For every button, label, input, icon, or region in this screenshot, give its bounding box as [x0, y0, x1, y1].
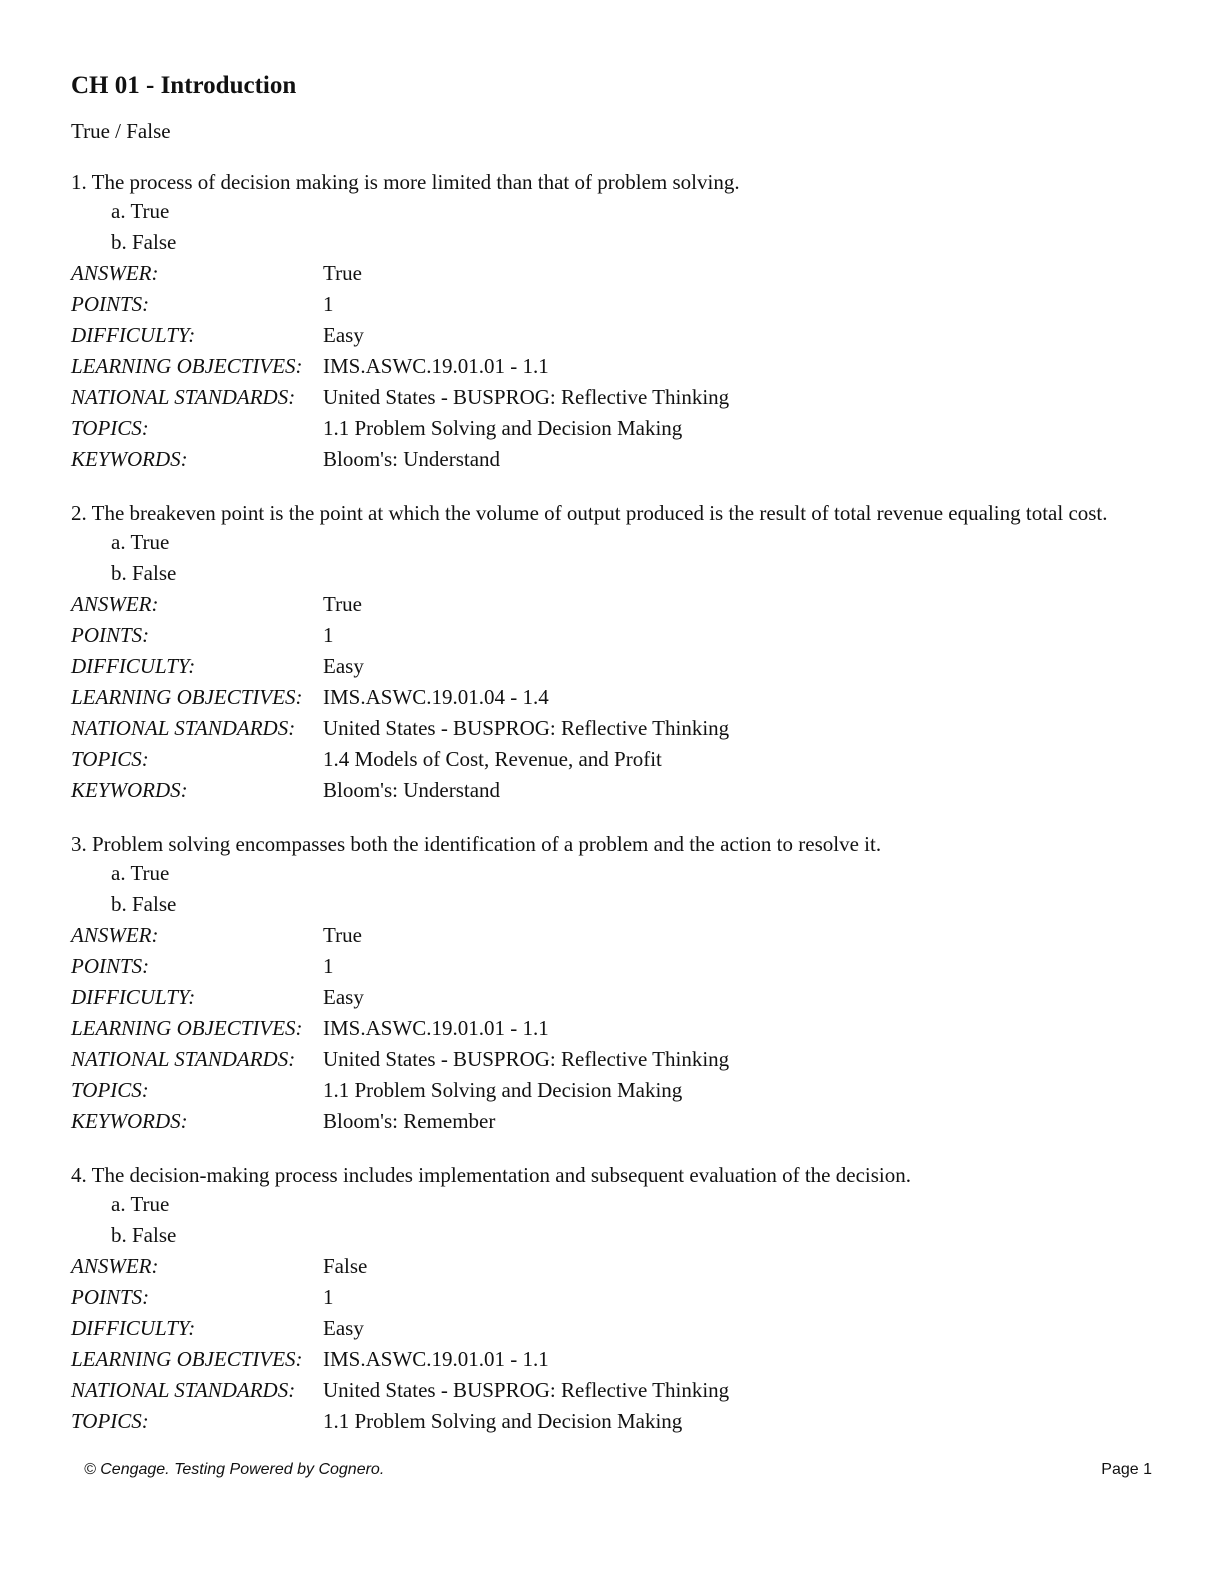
points-label: POINTS: [71, 954, 150, 978]
difficulty-value: Easy [323, 985, 364, 1009]
question-metadata [71, 1251, 1151, 1437]
answer-label: ANSWER: [71, 261, 159, 285]
choice-true: a. True [111, 199, 170, 223]
points-label: POINTS: [71, 623, 150, 647]
keywords-value: Bloom's: Understand [323, 447, 501, 471]
points-value: 1 [323, 623, 334, 647]
question-3 [71, 831, 1151, 1137]
learning-objectives-label: LEARNING OBJECTIVES: [71, 1347, 303, 1371]
document-page [71, 70, 1151, 1437]
copyright-text: © Cengage. Testing Powered by Cognero. [84, 1461, 385, 1478]
question-1 [71, 169, 1151, 475]
question-metadata [71, 258, 1151, 475]
topics-value: 1.1 Problem Solving and Decision Making [323, 1078, 683, 1102]
national-standards-value: United States - BUSPROG: Reflective Thinking [323, 385, 730, 409]
points-value: 1 [323, 954, 334, 978]
choice-list [71, 1189, 1151, 1251]
answer-label: ANSWER: [71, 592, 159, 616]
national-standards-label: NATIONAL STANDARDS: [71, 385, 296, 409]
difficulty-value: Easy [323, 1316, 364, 1340]
difficulty-value: Easy [323, 654, 364, 678]
keywords-value: Bloom's: Understand [323, 778, 501, 802]
question-text: 4. The decision-making process includes implementation and subsequent evaluation of the decision. [71, 1163, 911, 1187]
answer-label: ANSWER: [71, 923, 159, 947]
learning-objectives-label: LEARNING OBJECTIVES: [71, 1016, 303, 1040]
topics-label: TOPICS: [71, 416, 149, 440]
choice-false: b. False [111, 892, 177, 916]
topics-label: TOPICS: [71, 1409, 149, 1433]
page-number: Page 1 [1101, 1461, 1152, 1478]
choice-false: b. False [111, 1223, 177, 1247]
choice-list [71, 858, 1151, 920]
choice-true: a. True [111, 530, 170, 554]
answer-label: ANSWER: [71, 1254, 159, 1278]
keywords-value: Bloom's: Remember [323, 1109, 496, 1133]
answer-value: True [323, 261, 362, 285]
national-standards-value: United States - BUSPROG: Reflective Thinking [323, 1378, 730, 1402]
question-text: 3. Problem solving encompasses both the identification of a problem and the action to resolve it. [71, 832, 882, 856]
national-standards-label: NATIONAL STANDARDS: [71, 716, 296, 740]
difficulty-value: Easy [323, 323, 364, 347]
points-value: 1 [323, 292, 334, 316]
question-metadata [71, 589, 1151, 806]
points-label: POINTS: [71, 292, 150, 316]
points-label: POINTS: [71, 1285, 150, 1309]
learning-objectives-label: LEARNING OBJECTIVES: [71, 685, 303, 709]
national-standards-value: United States - BUSPROG: Reflective Thinking [323, 716, 730, 740]
question-2 [71, 500, 1151, 806]
choice-true: a. True [111, 1192, 170, 1216]
learning-objectives-value: IMS.ASWC.19.01.01 - 1.1 [323, 1347, 549, 1371]
choice-true: a. True [111, 861, 170, 885]
national-standards-label: NATIONAL STANDARDS: [71, 1378, 296, 1402]
question-text: 1. The process of decision making is more limited than that of problem solving. [71, 170, 740, 194]
national-standards-value: United States - BUSPROG: Reflective Thinking [323, 1047, 730, 1071]
choice-list [71, 196, 1151, 258]
keywords-label: KEYWORDS: [71, 778, 188, 802]
topics-label: TOPICS: [71, 1078, 149, 1102]
question-metadata [71, 920, 1151, 1137]
answer-value: True [323, 592, 362, 616]
choice-list [71, 527, 1151, 589]
page-title: CH 01 - Introduction [71, 72, 297, 99]
keywords-label: KEYWORDS: [71, 447, 188, 471]
section-heading: True / False [71, 119, 171, 143]
learning-objectives-label: LEARNING OBJECTIVES: [71, 354, 303, 378]
difficulty-label: DIFFICULTY: [71, 654, 196, 678]
national-standards-label: NATIONAL STANDARDS: [71, 1047, 296, 1071]
choice-false: b. False [111, 230, 177, 254]
difficulty-label: DIFFICULTY: [71, 1316, 196, 1340]
topics-value: 1.4 Models of Cost, Revenue, and Profit [323, 747, 662, 771]
topics-value: 1.1 Problem Solving and Decision Making [323, 1409, 683, 1433]
learning-objectives-value: IMS.ASWC.19.01.01 - 1.1 [323, 354, 549, 378]
difficulty-label: DIFFICULTY: [71, 985, 196, 1009]
answer-value: False [323, 1254, 368, 1278]
keywords-label: KEYWORDS: [71, 1109, 188, 1133]
learning-objectives-value: IMS.ASWC.19.01.01 - 1.1 [323, 1016, 549, 1040]
learning-objectives-value: IMS.ASWC.19.01.04 - 1.4 [323, 685, 549, 709]
page-footer [84, 1459, 1152, 1481]
question-text: 2. The breakeven point is the point at which the volume of output produced is the result of total revenue equaling total cost. [71, 501, 1108, 525]
topics-value: 1.1 Problem Solving and Decision Making [323, 416, 683, 440]
answer-value: True [323, 923, 362, 947]
difficulty-label: DIFFICULTY: [71, 323, 196, 347]
choice-false: b. False [111, 561, 177, 585]
question-4 [71, 1162, 1151, 1437]
points-value: 1 [323, 1285, 334, 1309]
topics-label: TOPICS: [71, 747, 149, 771]
